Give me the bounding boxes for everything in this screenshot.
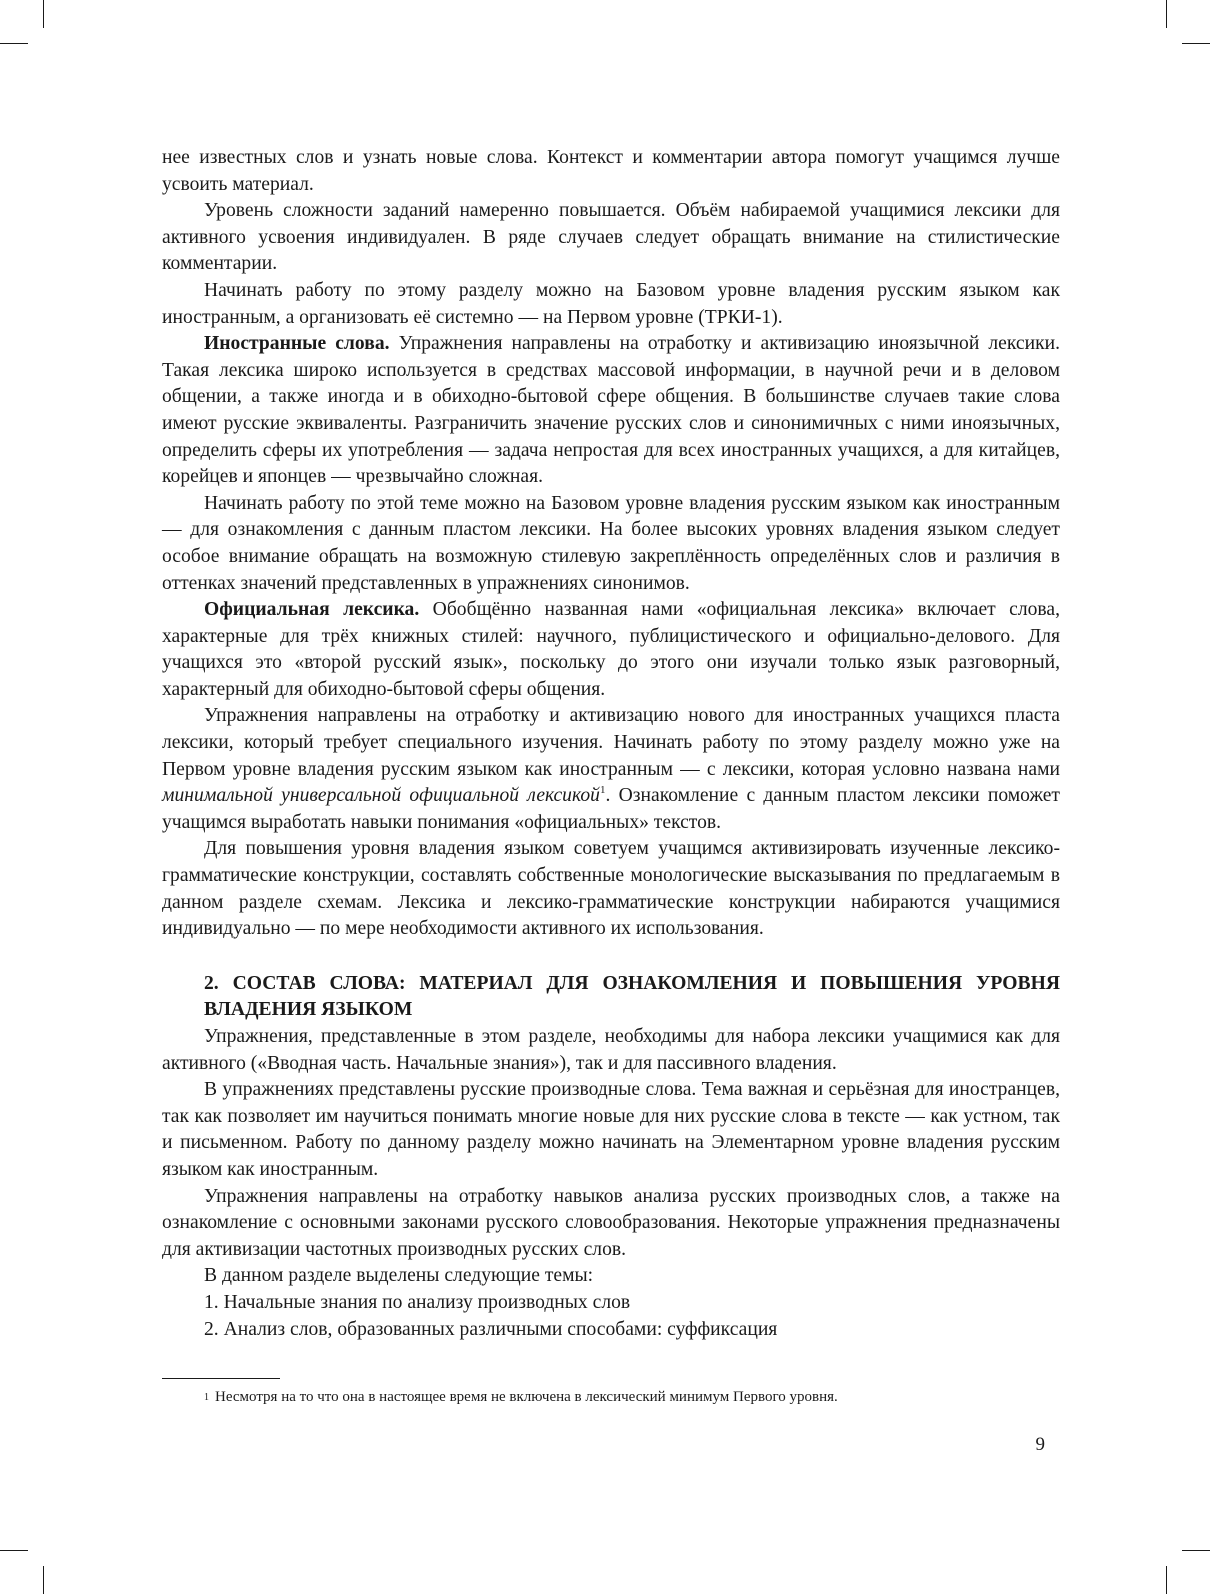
official-exercises-end: . Ознакомление с данным пластом лексики поможет учащимся выработать навыки понимания «официальных» текстов.: [162, 785, 1060, 833]
paragraph-foreign-words: [162, 331, 1060, 491]
footnote-rule: [162, 1378, 280, 1379]
section-paragraph: В упражнениях представлены русские производные слова. Тема важная и серьёзная для иностранцев, так как позволяет им научиться понимать многие новые для них русские слова в тексте — как устном, так и письменном. Работу по данному разделу можно начинать на Элементарном уровне владения русским языком как иностранным.: [162, 1079, 1060, 1180]
page-number: 9: [1035, 1434, 1045, 1455]
official-vocab-text: Обобщённо названная нами «официальная лексика» включает слова, характерные для трёх книжных стилей: научного, публицистического и официально-делового. Для учащихся это «второй русский язык», поскольку до этого они изучали только язык разговорный, характерный для обиходно-бытовой сферы общения.: [162, 599, 1060, 700]
official-exercises-text: Упражнения направлены на отработку и активизацию нового для иностранных учащихся пласта лексики, который требует специального изучения. Начинать работу по этому разделу можно уже на Первом уровне владения русским языком как иностранным — с лексики, которая условно названа нами: [162, 705, 1060, 780]
paragraph-difficulty: Уровень сложности заданий намеренно повышается. Объём набираемой учащимися лексики для активного усвоения индивидуален. В ряде случаев следует обращать внимание на стилистические комментарии.: [162, 200, 1060, 275]
paragraph-official-exercises: [162, 703, 1060, 836]
footnote-marker: 1: [204, 1392, 209, 1403]
crop-mark-top-right-h: [1182, 43, 1210, 44]
section-paragraph: Упражнения, представленные в этом разделе, необходимы для набора лексики учащимися как для активного («Вводная часть. Начальные знания»), так и для пассивного владения.: [162, 1026, 1060, 1074]
foreign-words-text: Упражнения направлены на отработку и активизацию иноязычной лексики. Такая лексика широко используется в средствах массовой информации, в научной речи и в деловом общении, а также иногда и в обиходно-бытовой сфере общения. В большинстве случаев такие слова имеют русские эквиваленты. Разграничить значение русских слов и синонимичных с ними иноязычных, определить сферы их употребления — задача непростая для всех иностранных учащихся, а для китайцев, корейцев и японцев — чрезвычайно сложная.: [162, 333, 1060, 488]
main-text: [162, 145, 1060, 1343]
crop-mark-top-left-v: [43, 0, 44, 28]
paragraph-foreign-words-level: Начинать работу по этой теме можно на Базовом уровне владения русским языком как иностранным — для ознакомления с данным пластом лексики. На более высоких уровнях владения языком следует особое внимание обращать на возможную стилевую закреплённость определённых слов и различия в оттенках значений представленных в упражнениях синонимов.: [162, 492, 1060, 594]
crop-mark-bottom-right-h: [1182, 1550, 1210, 1551]
topic-list-item: 2. Анализ слов, образованных различными способами: суффиксация: [204, 1318, 778, 1340]
crop-mark-top-left-h: [0, 43, 28, 44]
term-foreign-words: Иностранные слова.: [204, 333, 390, 355]
section-heading: 2. СОСТАВ СЛОВА: МАТЕРИАЛ ДЛЯ ОЗНАКОМЛЕНИЯ И ПОВЫШЕНИЯ УРОВНЯ ВЛАДЕНИЯ ЯЗЫКОМ: [204, 972, 1060, 1021]
paragraph-start-level: Начинать работу по этому разделу можно на Базовом уровне владения русским языком как иностранным, а организовать её системно — на Первом уровне (ТРКИ-1).: [162, 279, 1060, 328]
paragraph-official-vocab: [162, 597, 1060, 703]
section-paragraph: Упражнения направлены на отработку навыков анализа русских производных слов, а также на ознакомление с основными законами русского словообразования. Некоторые упражнения предназначены для активизации частотных производных русских слов.: [162, 1185, 1060, 1260]
paragraph-continuation: нее известных слов и узнать новые слова. Контекст и комментарии автора помогут учащимся лучше усвоить материал.: [162, 147, 1060, 195]
footnote-text: Несмотря на то что она в настоящее время не включена в лексический минимум Первого уровня.: [215, 1389, 838, 1405]
term-official-vocab: Официальная лексика.: [204, 599, 420, 621]
footnote: [204, 1387, 1060, 1407]
crop-mark-bottom-left-v: [43, 1566, 44, 1594]
crop-mark-top-right-v: [1166, 0, 1167, 28]
section-paragraph: В данном разделе выделены следующие темы:: [204, 1265, 594, 1287]
crop-mark-bottom-left-h: [0, 1550, 28, 1551]
paragraph-advice: Для повышения уровня владения языком советуем учащимся активизировать изученные лексико-грамматические конструкции, составлять собственные монологические высказывания по предлагаемым в данном разделе схемам. Лексика и лексико-грамматические конструкции набираются учащимися индивидуально — по мере необходимости активного их использования.: [162, 838, 1060, 940]
crop-mark-bottom-right-v: [1166, 1566, 1167, 1594]
italic-term: минимальной универсальной официальной лексикой: [162, 785, 600, 807]
topic-list-item: 1. Начальные знания по анализу производных слов: [204, 1291, 631, 1313]
footnote-reference: 1: [599, 784, 606, 797]
